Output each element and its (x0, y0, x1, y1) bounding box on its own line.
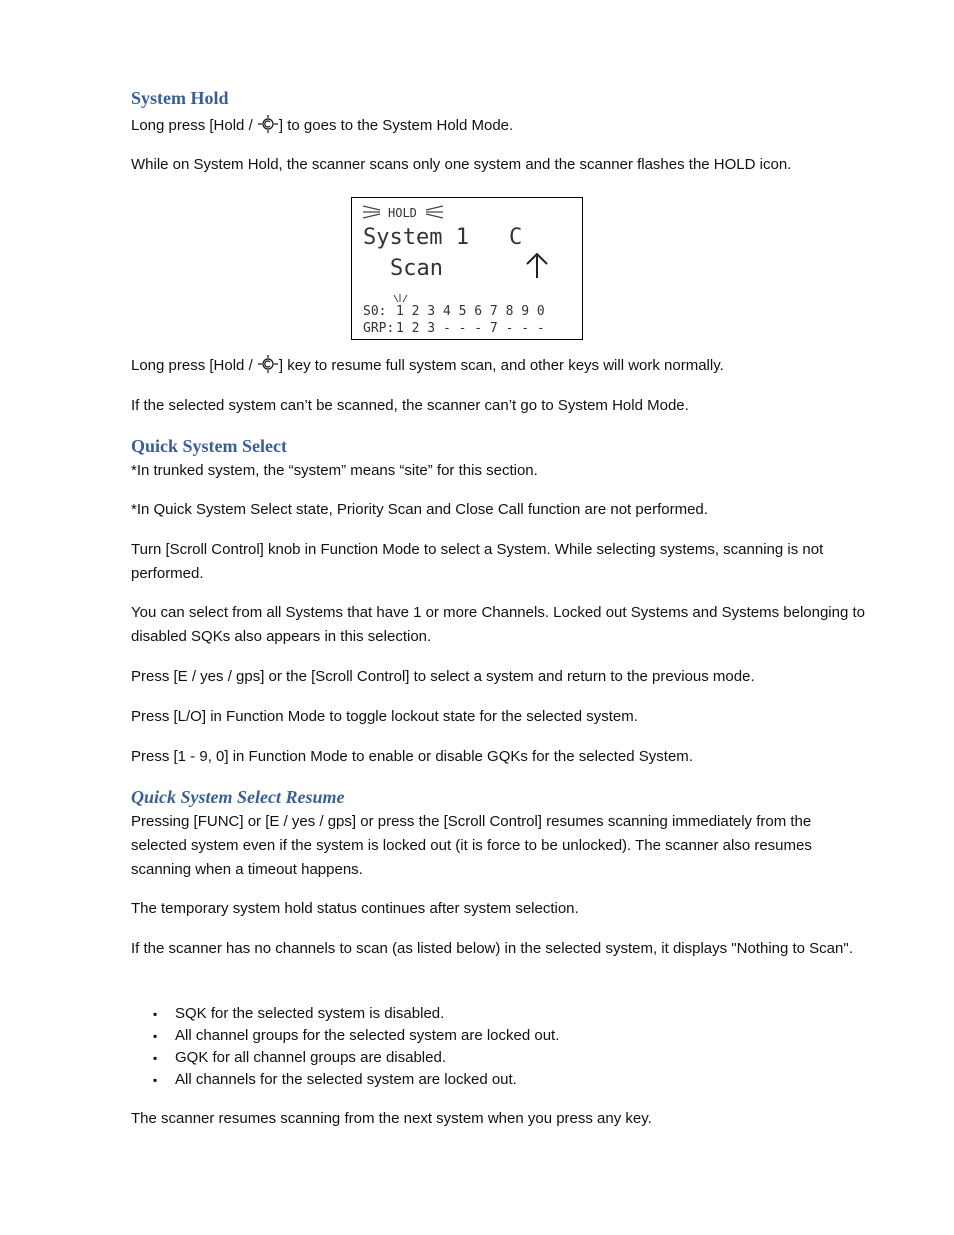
lcd-grp-label: GRP: (363, 321, 395, 336)
paragraph-qss-2: *In Quick System Select state, Priority Scan and Close Call function are not performed. (131, 501, 708, 518)
paragraph-hold-cant: If the selected system can’t be scanned, the scanner can’t go to System Hold Mode. (131, 397, 689, 414)
heading-system-hold: System Hold (131, 88, 229, 108)
paragraph-hold-press: Long press [Hold / ] to goes to the System Hold Mode. (131, 114, 871, 141)
hold-flash-right-icon (426, 206, 443, 218)
signal-flash-icon (394, 294, 407, 302)
list-item: ▪ All channel groups for the selected system are locked out. (153, 1025, 893, 1047)
nothing-to-scan-list (131, 1003, 893, 1091)
bullet-icon: ▪ (153, 1007, 158, 1021)
paragraph-qss-7: Press [1 - 9, 0] in Function Mode to enable or disable GQKs for the selected System. (131, 748, 693, 765)
paragraph-qss-5: Press [E / yes / gps] or the [Scroll Control] to select a system and return to the previous mode. (131, 668, 755, 685)
list-item: ▪ All channels for the selected system are locked out. (153, 1069, 893, 1091)
lcd-line1: System 1 (363, 225, 469, 250)
hold-flash-left-icon (363, 206, 380, 218)
hold-key-icon (257, 355, 279, 381)
lcd-display-figure (351, 197, 583, 340)
bullet-icon: ▪ (153, 1051, 158, 1065)
bullet-icon: ▪ (153, 1029, 158, 1043)
paragraph-qss-1: *In trunked system, the “system” means “site” for this section. (131, 462, 538, 479)
bullet-icon: ▪ (153, 1073, 158, 1087)
arrow-up-icon (527, 254, 547, 278)
list-item: ▪ GQK for all channel groups are disabled. (153, 1047, 893, 1069)
hold-key-icon (257, 115, 279, 141)
lcd-line1-right: C (509, 225, 523, 250)
paragraph-qss-4: You can select from all Systems that have 1 or more Channels. Locked out Systems and Systems belonging to disabled SQKs also appears in this selection. (131, 604, 865, 645)
paragraph-hold-resume: Long press [Hold / ] key to resume full system scan, and other keys will work normally. (131, 354, 871, 381)
lcd-line2: Scan (390, 256, 443, 281)
paragraph-qss-6: Press [L/O] in Function Mode to toggle lockout state for the selected system. (131, 708, 638, 725)
paragraph-qssr-3: If the scanner has no channels to scan (as listed below) in the selected system, it displays "Nothing to Scan". (131, 940, 853, 957)
paragraph-qss-3: Turn [Scroll Control] knob in Function Mode to select a System. While selecting systems, scanning is not performed. (131, 541, 824, 582)
paragraph-qssr-4: The scanner resumes scanning from the next system when you press any key. (131, 1110, 652, 1127)
paragraph-hold-flash: While on System Hold, the scanner scans only one system and the scanner flashes the HOLD icon. (131, 156, 792, 173)
heading-quick-system-select-resume: Quick System Select Resume (131, 787, 345, 807)
list-item: ▪ SQK for the selected system is disabled. (153, 1003, 893, 1025)
lcd-so-label: S0: (363, 304, 387, 319)
lcd-so-digits: 1 2 3 4 5 6 7 8 9 0 (396, 304, 545, 319)
lcd-grp-digits: 1 2 3 - - - 7 - - - (396, 321, 545, 336)
lcd-hold-label: HOLD (388, 206, 417, 220)
heading-quick-system-select: Quick System Select (131, 436, 287, 456)
paragraph-qssr-1: Pressing [FUNC] or [E / yes / gps] or press the [Scroll Control] resumes scanning immediately from the selected system even if the system is locked out (it is force to be unlocked). The scanner also resumes scanning when a timeout happens. (131, 813, 812, 878)
paragraph-qssr-2: The temporary system hold status continues after system selection. (131, 900, 579, 917)
